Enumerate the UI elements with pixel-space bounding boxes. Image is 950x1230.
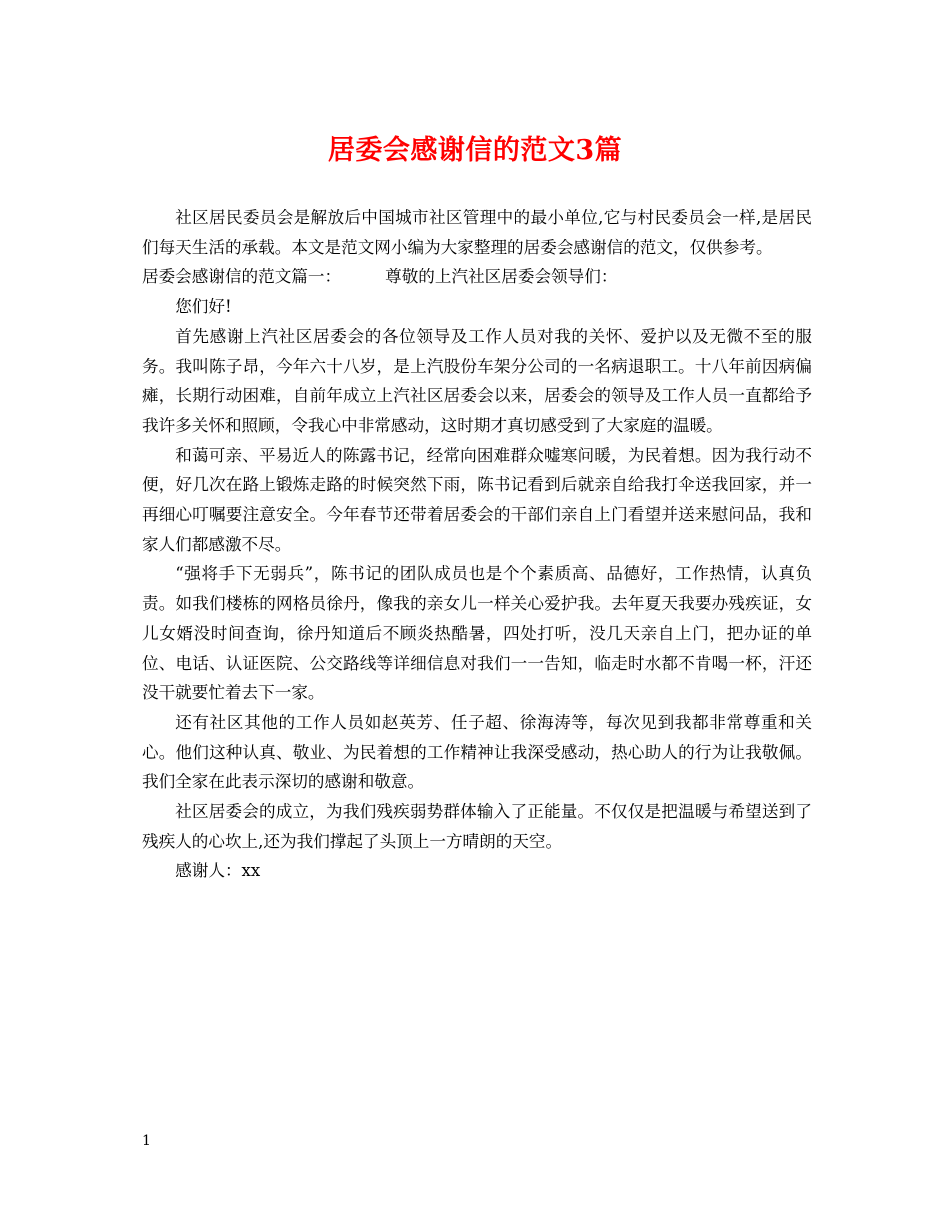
- body-paragraph-3: “强将手下无弱兵”，陈书记的团队成员也是个个素质高、品德好，工作热情，认真负责。如我们楼栋的网格员徐丹，像我的亲女儿一样关心爱护我。去年夏天我要办残疾证，女儿女婿没时间查询，徐丹知道后不顾炎热酷暑，四处打听，没几天亲自上门，把办证的单位、电话、认证医院、公交路线等详细信息对我们一一告知，临走时水都不肯喝一杯，汗还没干就要忙着去下一家。: [142, 564, 812, 703]
- document-body: [142, 203, 812, 886]
- section-heading-line: [142, 262, 812, 292]
- body-paragraph-2: 和蔼可亲、平易近人的陈露书记，经常向困难群众嘘寒问暖，为民着想。因为我行动不便，好几次在路上锻炼走路的时候突然下雨，陈书记看到后就亲自给我打伞送我回家，并一再细心叮嘱要注意安全。今年春节还带着居委会的干部们亲自上门看望并送来慰问品，我和家人们都感激不尽。: [142, 445, 812, 554]
- salutation: 尊敬的上汽社区居委会领导们：: [385, 267, 618, 287]
- body-paragraph-4: 还有社区其他的工作人员如赵英芳、任子超、徐海涛等，每次见到我都非常尊重和关心。他们这种认真、敬业、为民着想的工作精神让我深受感动，热心助人的行为让我敬佩。我们全家在此表示深切的感谢和敬意。: [142, 712, 812, 792]
- signature: 感谢人：xx: [175, 861, 261, 881]
- intro-paragraph: 社区居民委员会是解放后中国城市社区管理中的最小单位,它与村民委员会一样,是居民们每天生活的承载。本文是范文网小编为大家整理的居委会感谢信的范文，仅供参考。: [142, 208, 812, 257]
- document-title: 居委会感谢信的范文3篇: [327, 135, 623, 166]
- greeting: 您们好!: [175, 297, 232, 317]
- section-label: 居委会感谢信的范文篇一：: [142, 267, 342, 287]
- page-number: 1: [142, 1133, 151, 1149]
- body-paragraph-5: 社区居委会的成立，为我们残疾弱势群体输入了正能量。不仅仅是把温暖与希望送到了残疾人的心坎上,还为我们撑起了头顶上一方晴朗的天空。: [142, 802, 812, 851]
- body-paragraph-1: 首先感谢上汽社区居委会的各位领导及工作人员对我的关怀、爱护以及无微不至的服务。我叫陈子昂，今年六十八岁，是上汽股份车架分公司的一名病退职工。十八年前因病偏瘫，长期行动困难，自前年成立上汽社区居委会以来，居委会的领导及工作人员一直都给予我许多关怀和照顾，令我心中非常感动，这时期才真切感受到了大家庭的温暖。: [142, 326, 812, 435]
